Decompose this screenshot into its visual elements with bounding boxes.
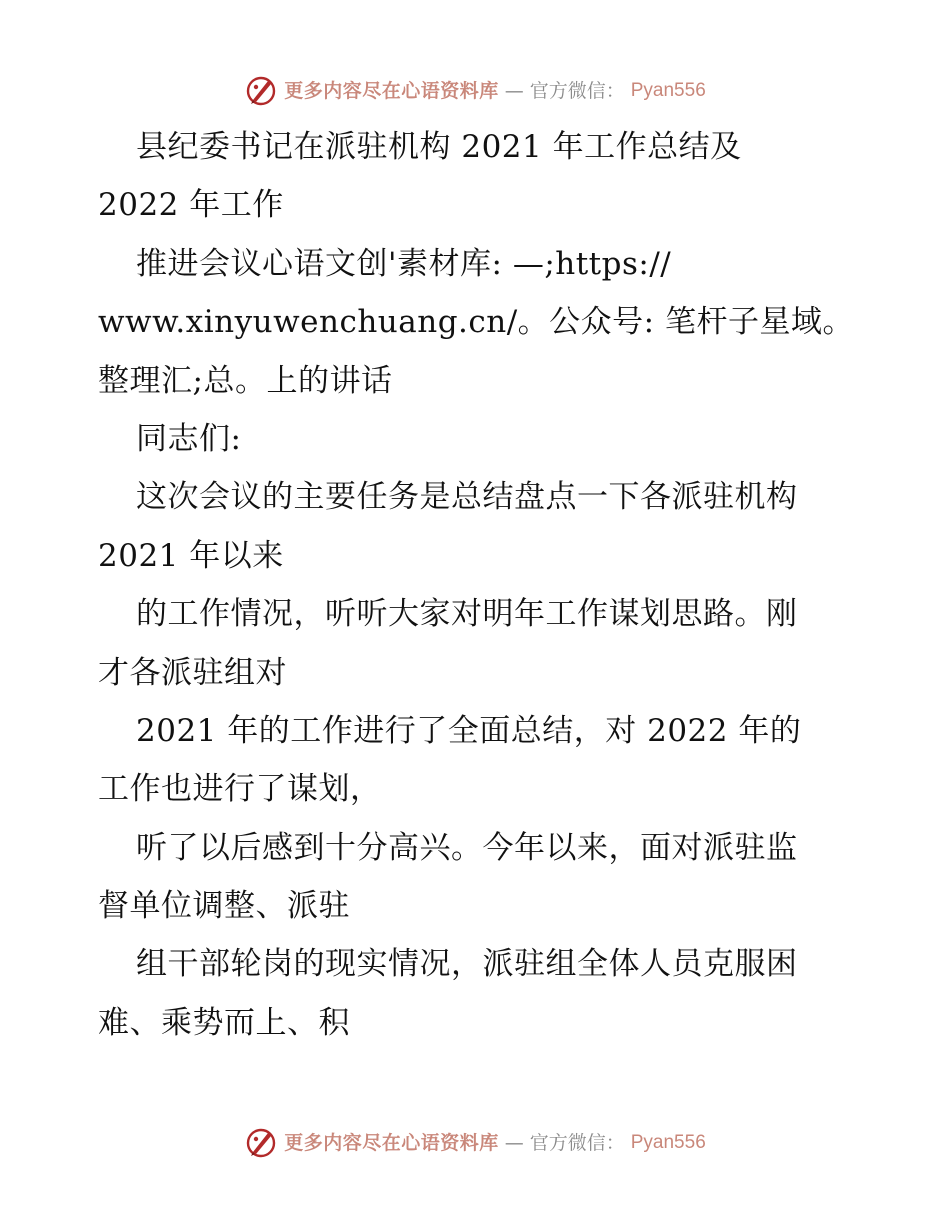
text-line: 整理汇;总。上的讲话 [98, 362, 393, 399]
text-line: 同志们: [136, 420, 242, 457]
watermark-main-text: 更多内容尽在心语资料库 [284, 80, 499, 102]
watermark-label: 官方微信： [529, 80, 625, 102]
text-line: www.xinyuwenchuang.cn/。公众号: 笔杆子星域。 [98, 304, 854, 341]
quill-pen-logo-icon [244, 74, 278, 108]
document-body [98, 118, 858, 1052]
text-line: 2022 年工作 [98, 187, 284, 224]
text-line: 督单位调整、派驻 [98, 888, 350, 925]
watermark-label: 官方微信： [529, 1132, 625, 1154]
text-line: 2021 年的工作进行了全面总结，对 2022 年的 [136, 712, 802, 749]
text-line: 县纪委书记在派驻机构 2021 年工作总结及 [136, 129, 742, 165]
watermark-main-text: 更多内容尽在心语资料库 [284, 1132, 499, 1154]
text-line: 的工作情况，听听大家对明年工作谋划思路。刚 [136, 596, 798, 633]
text-line: 听了以后感到十分高兴。今年以来，面对派驻监 [136, 829, 798, 866]
footer-watermark [0, 1126, 950, 1160]
text-line: 难、乘势而上、积 [98, 1004, 350, 1041]
text-line: 2021 年以来 [98, 537, 284, 574]
watermark-wechat-id: Pyan556 [630, 80, 706, 101]
text-line: 工作也进行了谋划， [98, 771, 382, 808]
text-line: 这次会议的主要任务是总结盘点一下各派驻机构 [136, 479, 798, 516]
text-line: 推进会议心语文创'素材库: —;https:// [136, 245, 672, 282]
watermark-separator: — [504, 80, 524, 102]
text-line: 才各派驻组对 [98, 654, 287, 691]
quill-pen-logo-icon [244, 1126, 278, 1160]
watermark-separator: — [504, 1132, 524, 1154]
watermark-wechat-id: Pyan556 [630, 1132, 706, 1153]
header-watermark [0, 74, 950, 108]
text-line: 组干部轮岗的现实情况，派驻组全体人员克服困 [136, 946, 798, 983]
